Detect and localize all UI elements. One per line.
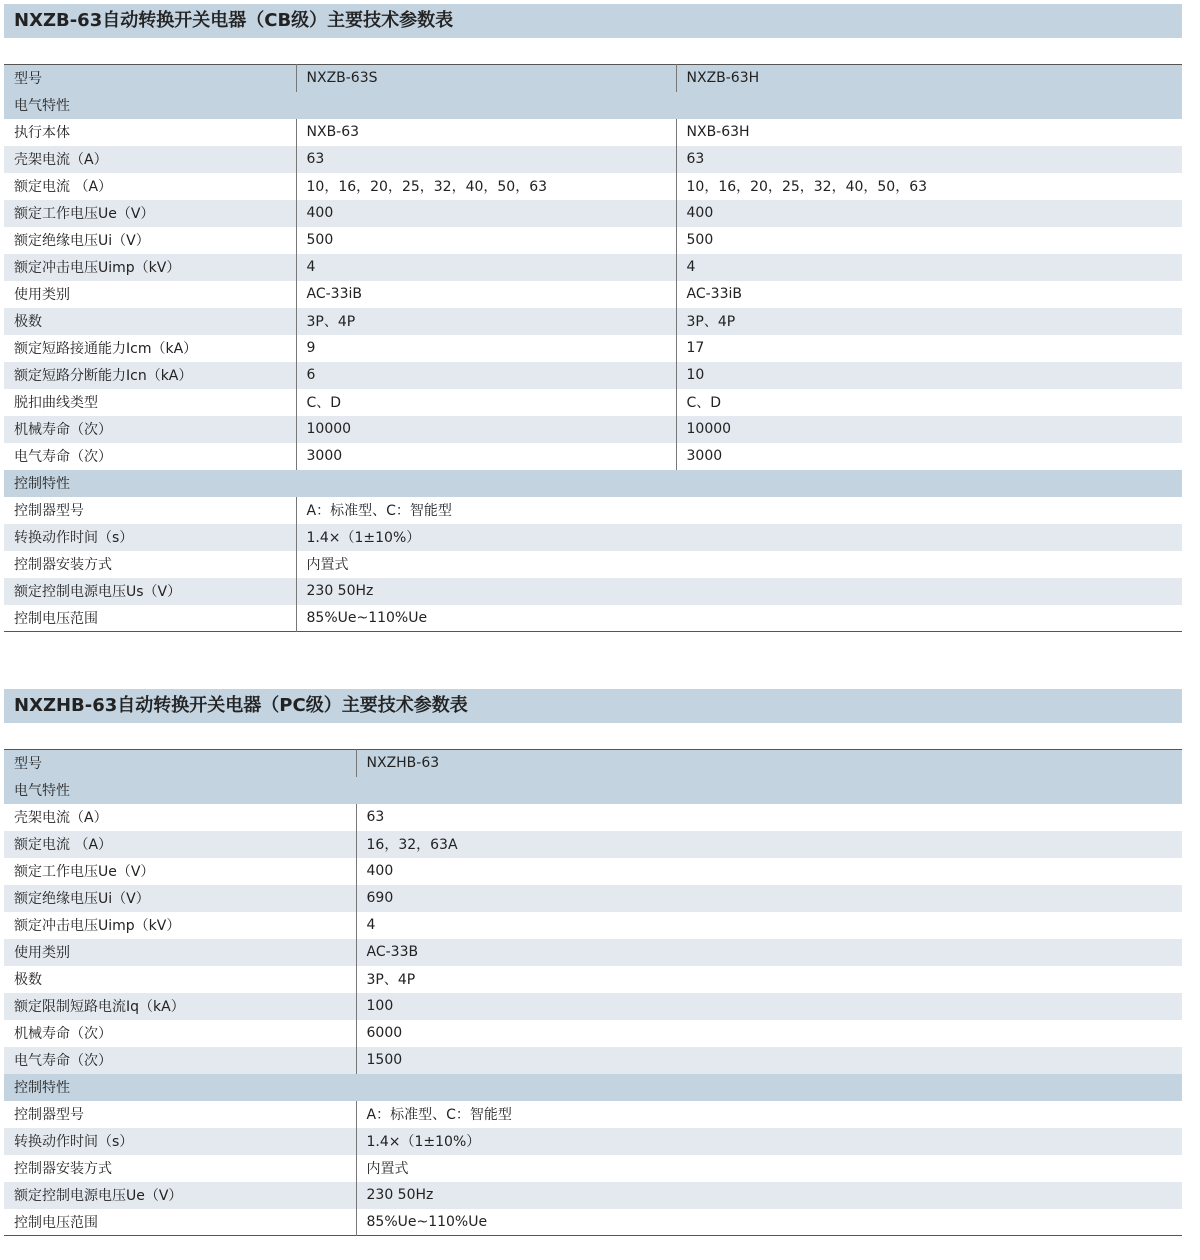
table-row [4,1155,1182,1182]
cb-electrical-group: 电气特性 [4,92,1182,119]
table-row [4,858,1182,885]
row-value-h: 400 [676,200,1182,227]
row-label: 额定冲击电压Uimp（kV） [4,254,296,281]
pc-electrical-group: 电气特性 [4,777,1182,804]
cb-header-label: 型号 [4,65,296,92]
pc-electrical-group-row [4,777,1182,804]
table-row [4,1128,1182,1155]
table-row [4,993,1182,1020]
row-label: 额定限制短路电流Iq（kA） [4,993,356,1020]
cb-header-row [4,65,1182,92]
row-value-s: 10，16，20，25，32，40，50，63 [296,173,676,200]
table-row [4,389,1182,416]
table-row [4,885,1182,912]
row-value-h: 63 [676,146,1182,173]
table-row [4,308,1182,335]
table-row [4,1047,1182,1074]
row-label: 控制电压范围 [4,1209,356,1236]
pc-title: NXZHB-63自动转换开关电器（PC级）主要技术参数表 [4,689,1182,723]
cb-header-col2: NXZB-63H [676,65,1182,92]
cb-control-group-row [4,470,1182,497]
table-row [4,200,1182,227]
pc-control-group-row [4,1074,1182,1101]
row-label: 控制器型号 [4,497,296,524]
table-row [4,912,1182,939]
row-label: 额定电流 （A） [4,173,296,200]
row-label: 电气寿命（次） [4,443,296,470]
row-value-s: AC-33iB [296,281,676,308]
row-value: 85%Ue~110%Ue [356,1209,1182,1236]
row-value: 85%Ue~110%Ue [296,605,1182,632]
table-row [4,605,1182,632]
table-row [4,1101,1182,1128]
row-value: 230 50Hz [296,578,1182,605]
row-label: 控制器安装方式 [4,1155,356,1182]
row-label: 转换动作时间（s） [4,524,296,551]
row-value-s: 3000 [296,443,676,470]
row-value: 4 [356,912,1182,939]
row-value-s: 3P、4P [296,308,676,335]
row-value-h: 17 [676,335,1182,362]
table-row [4,443,1182,470]
row-label: 电气寿命（次） [4,1047,356,1074]
row-label: 额定短路接通能力Icm（kA） [4,335,296,362]
row-value: AC-33B [356,939,1182,966]
cb-electrical-group-row [4,92,1182,119]
row-value-h: 3000 [676,443,1182,470]
pc-spec-table [4,749,1182,1236]
row-value: 16，32，63A [356,831,1182,858]
row-label: 额定冲击电压Uimp（kV） [4,912,356,939]
row-value: 1.4×（1±10%） [296,524,1182,551]
row-label: 机械寿命（次） [4,416,296,443]
row-label: 额定工作电压Ue（V） [4,200,296,227]
cb-spec-table [4,64,1182,632]
table-row [4,335,1182,362]
pc-header-label: 型号 [4,750,356,777]
row-value-h: C、D [676,389,1182,416]
row-value: 6000 [356,1020,1182,1047]
row-value: 400 [356,858,1182,885]
row-label: 额定电流 （A） [4,831,356,858]
table-row [4,146,1182,173]
row-value-s: 6 [296,362,676,389]
row-label: 控制电压范围 [4,605,296,632]
row-value-s: 9 [296,335,676,362]
row-value-h: 3P、4P [676,308,1182,335]
row-value-h: AC-33iB [676,281,1182,308]
row-value-h: 10，16，20，25，32，40，50，63 [676,173,1182,200]
table-row [4,362,1182,389]
row-label: 使用类别 [4,281,296,308]
table-row [4,1209,1182,1236]
table-row [4,1020,1182,1047]
cb-title: NXZB-63自动转换开关电器（CB级）主要技术参数表 [4,4,1182,38]
row-label: 额定短路分断能力Icn（kA） [4,362,296,389]
row-value: 63 [356,804,1182,831]
row-label: 脱扣曲线类型 [4,389,296,416]
row-value: 内置式 [296,551,1182,578]
row-value-s: 4 [296,254,676,281]
row-label: 壳架电流（A） [4,804,356,831]
row-label: 控制器型号 [4,1101,356,1128]
pc-section [4,689,1182,723]
row-value: 内置式 [356,1155,1182,1182]
row-label: 额定控制电源电压Us（V） [4,578,296,605]
row-label: 执行本体 [4,119,296,146]
row-value-h: 10000 [676,416,1182,443]
cb-header-col1: NXZB-63S [296,65,676,92]
row-value: A：标准型、C：智能型 [356,1101,1182,1128]
table-row [4,416,1182,443]
row-label: 机械寿命（次） [4,1020,356,1047]
row-value-s: C、D [296,389,676,416]
row-value-s: 500 [296,227,676,254]
table-row [4,254,1182,281]
table-row [4,119,1182,146]
row-label: 使用类别 [4,939,356,966]
cb-control-group: 控制特性 [4,470,1182,497]
table-row [4,173,1182,200]
table-row [4,1182,1182,1209]
table-row [4,966,1182,993]
row-label: 额定绝缘电压Ui（V） [4,885,356,912]
table-row [4,227,1182,254]
table-row [4,939,1182,966]
row-value: 100 [356,993,1182,1020]
row-label: 额定绝缘电压Ui（V） [4,227,296,254]
row-value: 3P、4P [356,966,1182,993]
row-value-h: 4 [676,254,1182,281]
row-value-s: 10000 [296,416,676,443]
table-row [4,831,1182,858]
row-value-h: NXB-63H [676,119,1182,146]
table-row [4,578,1182,605]
row-label: 极数 [4,308,296,335]
row-label: 额定控制电源电压Ue（V） [4,1182,356,1209]
row-label: 极数 [4,966,356,993]
pc-control-group: 控制特性 [4,1074,1182,1101]
pc-header-row [4,750,1182,777]
table-row [4,524,1182,551]
row-value: 230 50Hz [356,1182,1182,1209]
row-label: 壳架电流（A） [4,146,296,173]
row-value-s: 400 [296,200,676,227]
table-row [4,497,1182,524]
table-row [4,281,1182,308]
row-value-h: 10 [676,362,1182,389]
row-value-h: 500 [676,227,1182,254]
row-value-s: NXB-63 [296,119,676,146]
pc-header-col1: NXZHB-63 [356,750,1182,777]
row-value: 690 [356,885,1182,912]
row-value-s: 63 [296,146,676,173]
row-label: 控制器安装方式 [4,551,296,578]
table-row [4,804,1182,831]
row-value: A：标准型、C：智能型 [296,497,1182,524]
cb-section [4,4,1182,38]
row-value: 1.4×（1±10%） [356,1128,1182,1155]
row-value: 1500 [356,1047,1182,1074]
row-label: 转换动作时间（s） [4,1128,356,1155]
table-row [4,551,1182,578]
row-label: 额定工作电压Ue（V） [4,858,356,885]
